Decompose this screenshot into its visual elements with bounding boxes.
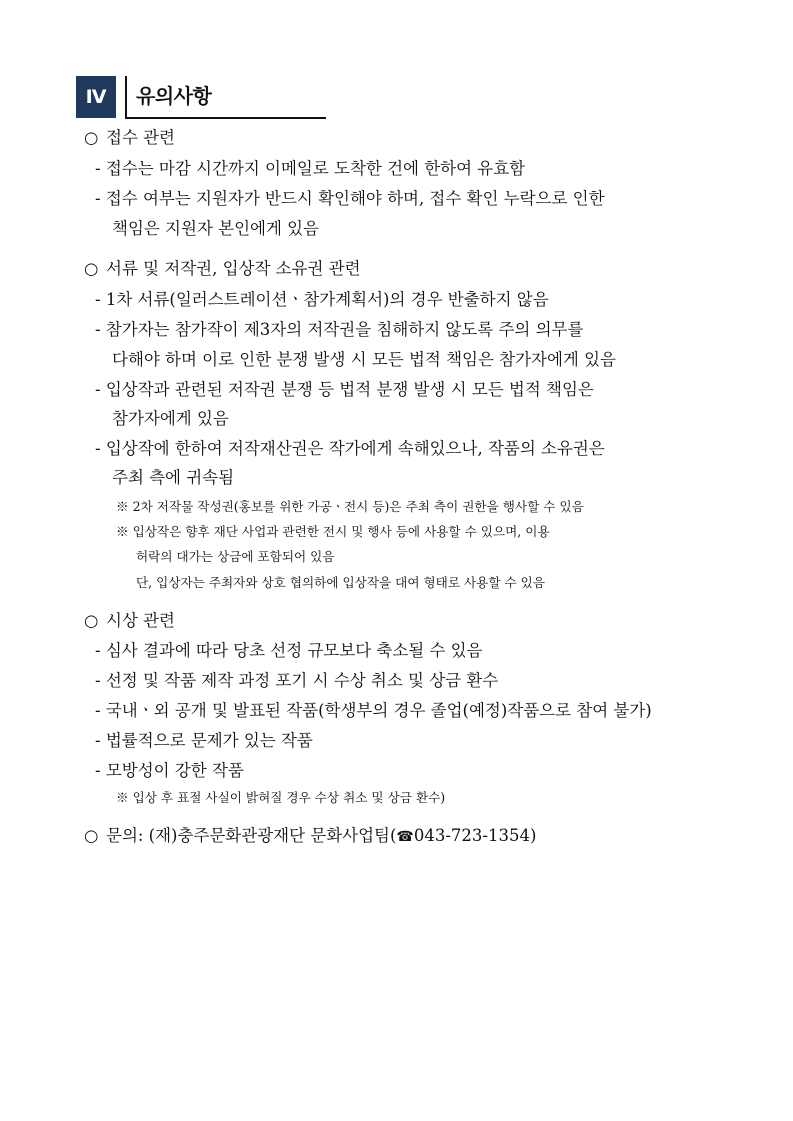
circle-bullet-icon: ○: [84, 611, 99, 630]
list-item: - 국내ㆍ외 공개 및 발표된 작품(학생부의 경우 졸업(예정)작품으로 참여 불가): [95, 701, 652, 720]
list-item: - 참가자는 참가작이 제3자의 저작권을 침해하지 않도록 주의 의무를: [95, 320, 584, 339]
circle-bullet-icon: ○: [84, 826, 99, 845]
section-number-badge: Ⅳ: [76, 76, 116, 118]
note-continuation: 허락의 대가는 상금에 포함되어 있음: [136, 549, 335, 564]
header-underline: [125, 117, 326, 119]
list-item-continuation: 참가자에게 있음: [112, 409, 229, 428]
list-item-continuation: 책임은 지원자 본인에게 있음: [112, 219, 320, 238]
heading-text: 접수 관련: [106, 128, 176, 147]
list-item: - 접수는 마감 시간까지 이메일로 도착한 건에 한하여 유효함: [95, 159, 526, 178]
section-title: 유의사항: [136, 84, 212, 108]
list-item: - 모방성이 강한 작품: [95, 761, 244, 780]
section-heading-reception: [84, 128, 175, 148]
list-item: - 선정 및 작품 제작 과정 포기 시 수상 취소 및 상금 환수: [95, 671, 499, 690]
section-heading-award: [84, 611, 175, 631]
contact-line: [84, 826, 536, 847]
circle-bullet-icon: ○: [84, 128, 99, 147]
section-heading-copyright: [84, 259, 361, 279]
header-divider: [125, 76, 127, 118]
section-header: [76, 76, 326, 118]
contact-prefix: 문의: (재)충주문화관광재단 문화사업팀(: [106, 826, 397, 845]
list-item: - 1차 서류(일러스트레이션ㆍ참가계획서)의 경우 반출하지 않음: [95, 290, 549, 309]
list-item: - 입상작에 한하여 저작재산권은 작가에게 속해있으나, 작품의 소유권은: [95, 439, 605, 458]
heading-text: 시상 관련: [106, 611, 176, 630]
note: ※ 2차 저작물 작성권(홍보를 위한 가공ㆍ전시 등)은 주최 측이 권한을 행사할 수 있음: [116, 499, 584, 514]
circle-bullet-icon: ○: [84, 259, 99, 278]
note: ※ 입상작은 향후 재단 사업과 관련한 전시 및 행사 등에 사용할 수 있으며, 이용: [116, 524, 550, 539]
list-item: - 법률적으로 문제가 있는 작품: [95, 731, 313, 750]
list-item: - 심사 결과에 따라 당초 선정 규모보다 축소될 수 있음: [95, 641, 483, 660]
list-item-continuation: 주최 측에 귀속됨: [112, 468, 235, 487]
note-continuation: 단, 입상자는 주최자와 상호 협의하에 입상작을 대여 형태로 사용할 수 있음: [136, 575, 546, 590]
list-item: - 접수 여부는 지원자가 반드시 확인해야 하며, 접수 확인 누락으로 인한: [95, 189, 605, 208]
heading-text: 서류 및 저작권, 입상작 소유권 관련: [106, 259, 361, 278]
list-item-continuation: 다해야 하며 이로 인한 분쟁 발생 시 모든 법적 책임은 참가자에게 있음: [112, 350, 616, 369]
phone-icon: ☎: [396, 829, 414, 845]
note: ※ 입상 후 표절 사실이 밝혀질 경우 수상 취소 및 상금 환수): [116, 790, 446, 805]
list-item: - 입상작과 관련된 저작권 분쟁 등 법적 분쟁 발생 시 모든 법적 책임은: [95, 380, 594, 399]
contact-phone: 043-723-1354): [413, 826, 537, 845]
